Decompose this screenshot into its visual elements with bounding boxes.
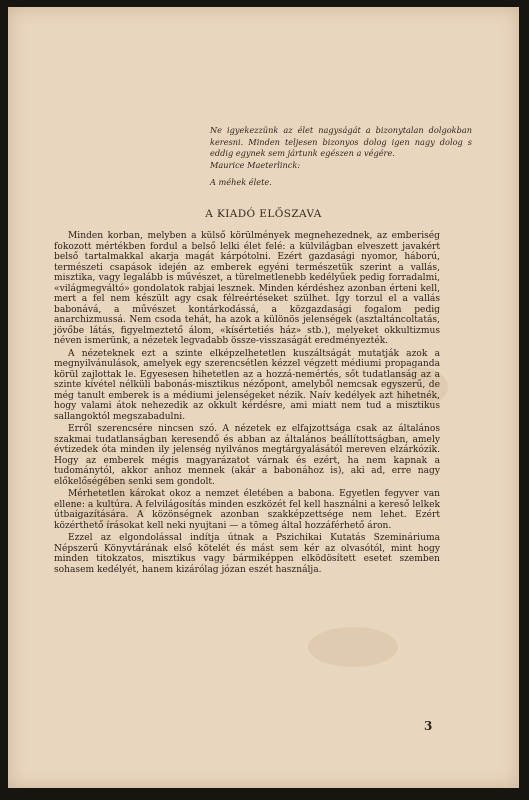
- epigraph: [210, 125, 472, 189]
- document-page: [8, 7, 519, 788]
- epigraph-text: Ne igyekezzünk az élet nagyságát a bizonytalan dolgokban keresni. Minden teljesen bizonyos dolog igen nagy dolog s eddig egynek sem jártunk egészen a végére.: [210, 125, 472, 159]
- epigraph-work: A méhek élete.: [210, 177, 272, 188]
- paragraph: Ezzel az elgondolással indítja útnak a Pszichikai Kutatás Szemináriuma Népszerű Könyvtárának első kötelét és mást sem kér az olvasótól, mint hogy minden titokzatos, misztikus vagy bármiképpen elködösített esetet szemben sohasem kedélyét, hanem kizárólag józan eszét használja.: [54, 533, 440, 575]
- paragraph: Minden korban, melyben a külső körülmények megnehezednek, az emberiség fokozott mértékben fordul a belső lelki élet felé: a külvilágban elveszett javakért belső tartalmakkal akarja magát kárpótolni. Ezért gazdasági nyomor, háború, természeti csapások idején az emberek egyéni természetük szerint a vallás, misztika, vagy legalább is művészet, a türelmetlenebb kedélyűek pedig forradalmi, «világmegváltó» gondolatok rabjai lesznek. Minden kérdéshez azonban érteni kell, mert a fel nem készült agy csak félreértéseket szülhet. Így torzul el a vallás babonává, a művészet kontárkodássá, a közgazdasági fogalom pedig anarchizmussá. Nem csoda tehát, ha azok a különös jelenségek (asztaltáncoltatás, jövőbe látás, figyelmeztető álom, «kísértetiés ház» stb.), melyeket okkultizmus néven ismerünk, a nézetek legvadabb össze-visszaságát eredményezték.: [54, 231, 440, 346]
- paragraph: Erről szerencsére nincsen szó. A nézetek ez elfajzottsága csak az általános szakmai tudatlanságban keresendő és abban az általános beállítottságban, amely évtizedek óta minden ily jelenség nyilvános megtárgyalásától mereven elzárkózik. Hogy az emberek mégis magyarázatot várnak és ezért, ha nem kapnak a tudománytól, akkor anhoz mennek (akár a babonához is), aki ad, erre nagy előkelőségében senki sem gondolt.: [54, 424, 440, 487]
- paper-stain: [308, 627, 398, 667]
- page-number: 3: [424, 719, 433, 733]
- epigraph-author: Maurice Maeterlinck:: [210, 159, 301, 170]
- body-text: [54, 231, 440, 577]
- section-title: A KIADÓ ELŐSZAVA: [205, 208, 322, 220]
- paragraph: Mérhetetlen károkat okoz a nemzet életében a babona. Egyetlen fegyver van ellene: a kultúra. A felvilágosítás minden eszközét fel kell használni a kereső lelkek útbaigazítására. A közönségnek azonban szakképzettsége nem lehet. Ezért közérthető írásokat kell neki nyujtani — a tömeg által hozzáférhető áron.: [54, 489, 440, 531]
- paragraph: A nézeteknek ezt a szinte elképzelhetetlen kuszáltságát mutatják azok a megnyilvánulások, amelyek egy szerencsétlen kézzel végzett médiumi propaganda körül zajlottak le. Egyesesen hihetetlen az a hozzá-nemértés, sőt tudatlanság az a szinte kívétel nélküli babonás-misztikus nézőpont, amelyből nemcsak egyszerű, de még tanult emberek is a médiumi jelenségeket nézik. Naív kedélyek azt hihetnék, hogy valami átok nehezedik az okkult kérdésre, ami miatt nem tud a misztikus sallangoktól megszabadulni.: [54, 348, 440, 422]
